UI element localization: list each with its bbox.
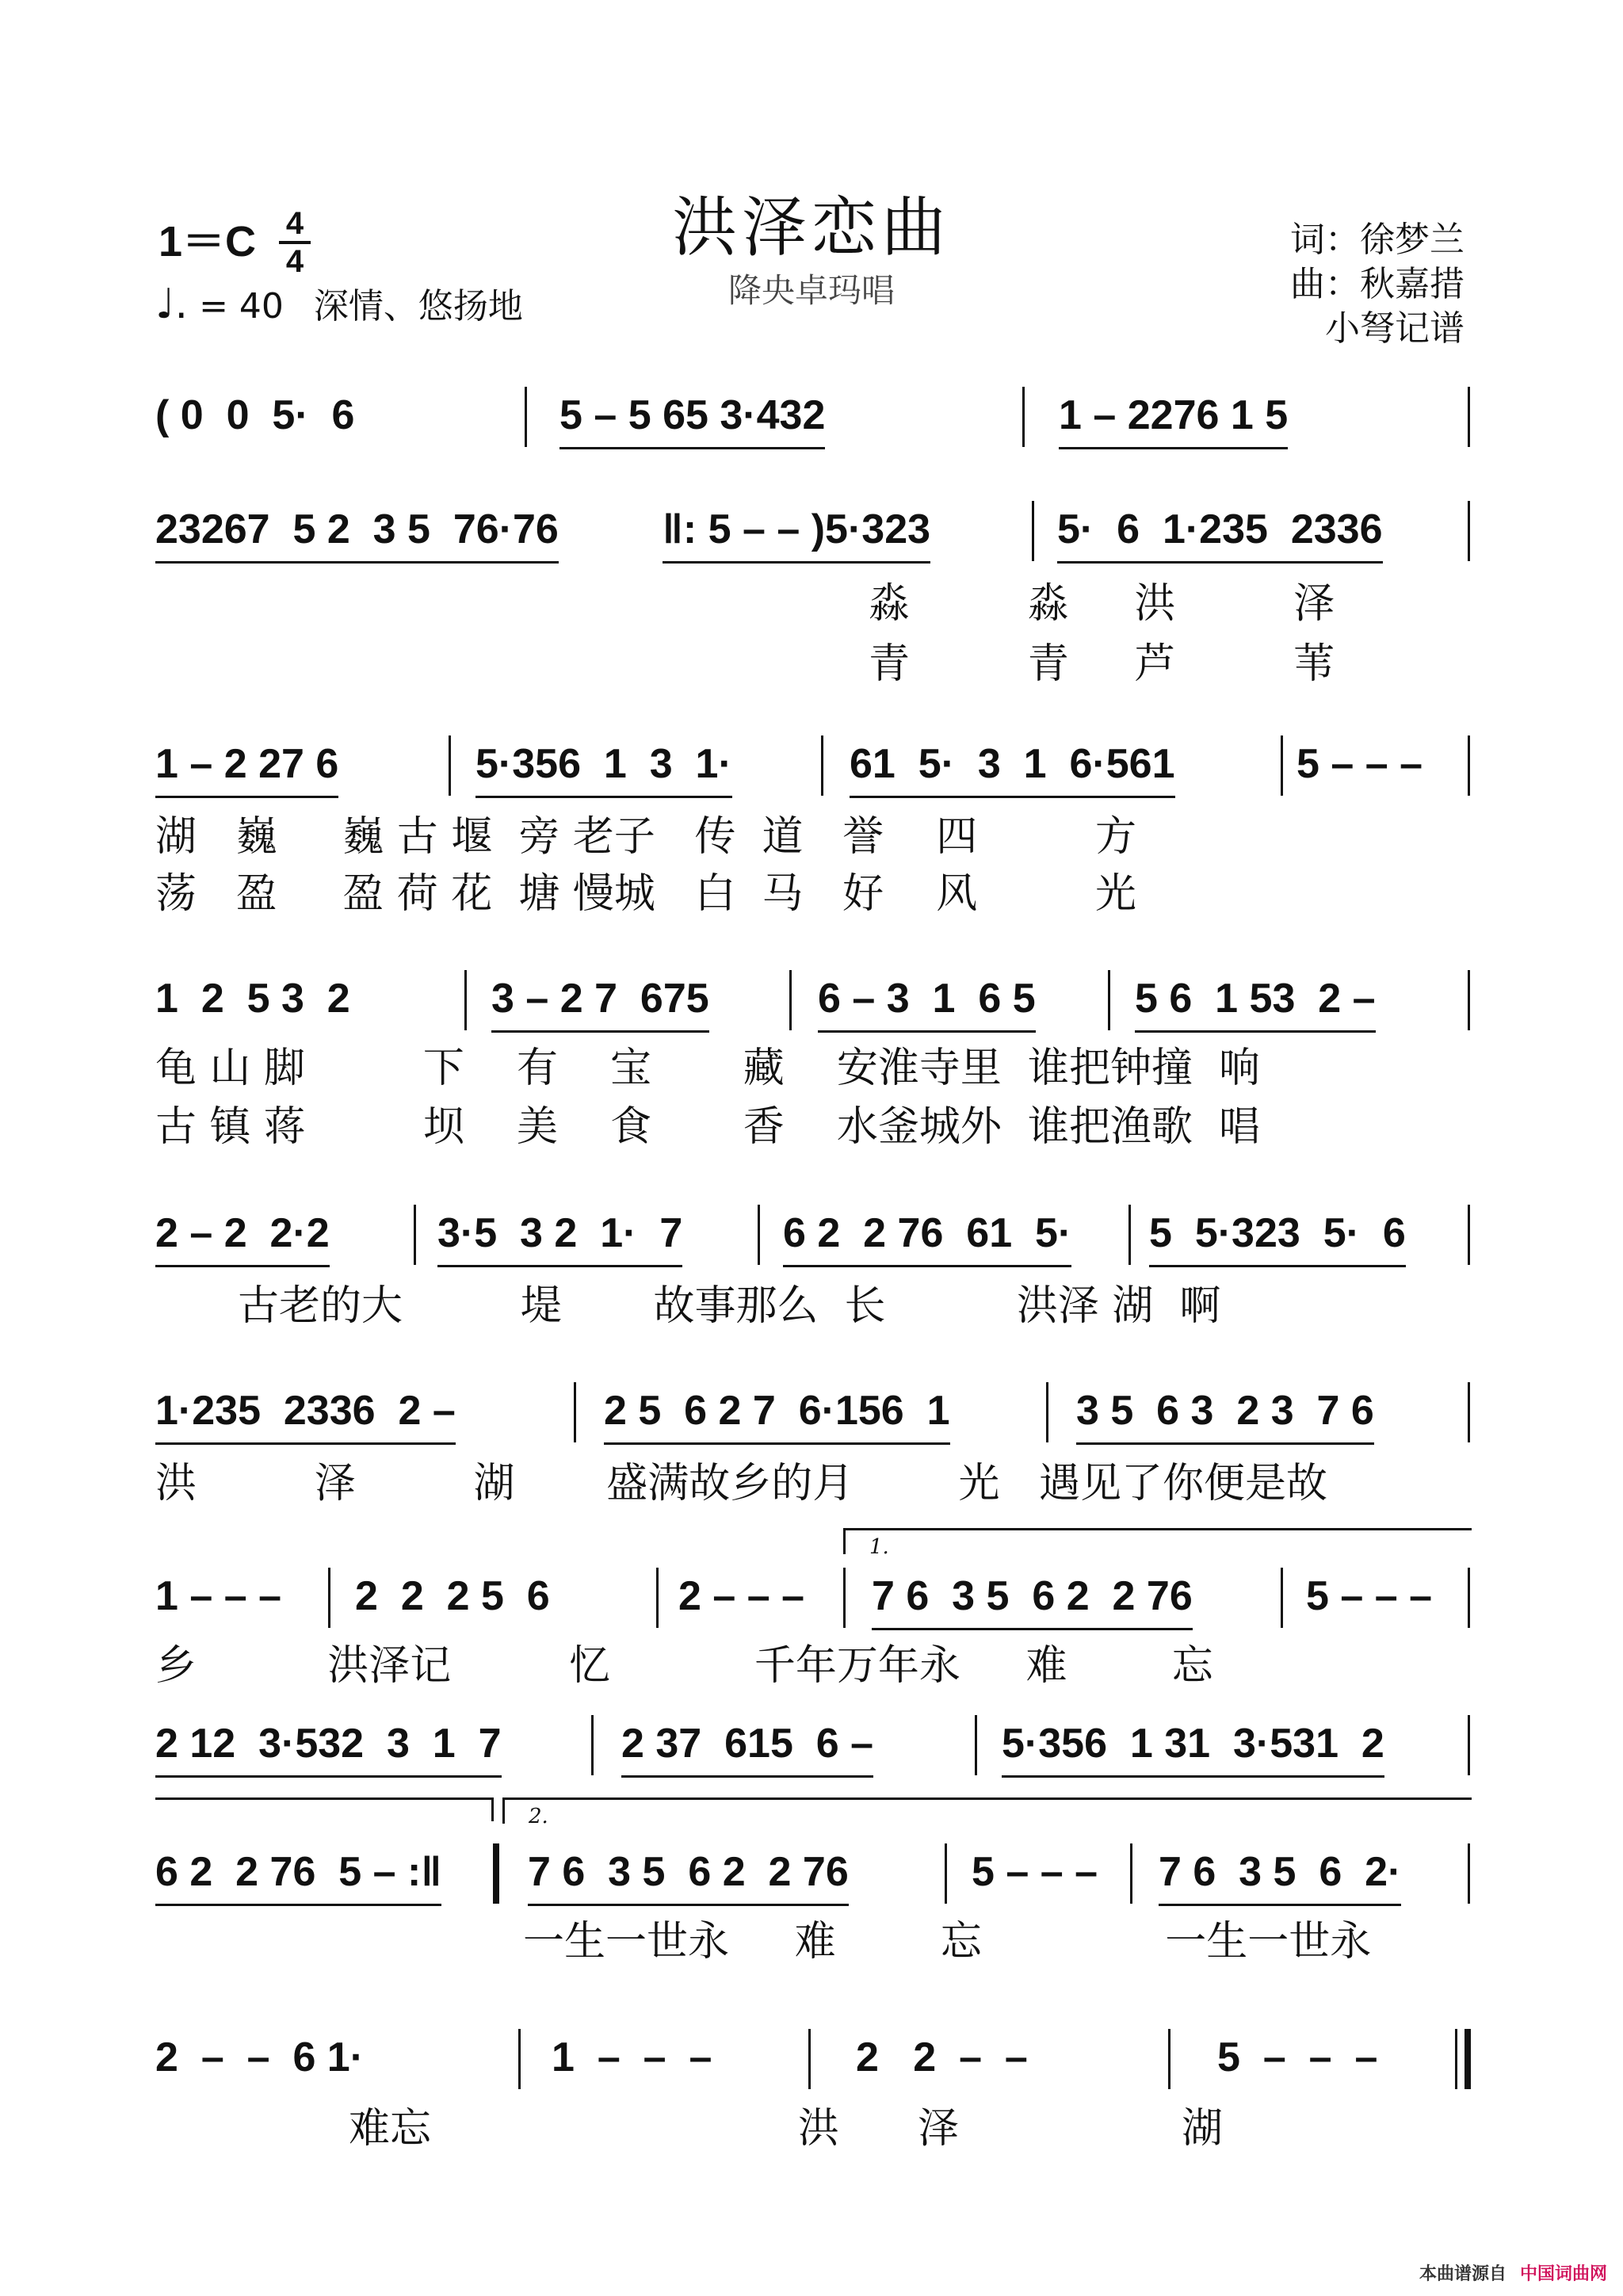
final-barline-thin <box>1455 2029 1457 2089</box>
measure: ( 0 0 5· 6 <box>155 392 355 438</box>
measure: 5·356 1 3 1· <box>475 732 732 798</box>
measure: 2 – – 6 1· <box>155 2034 365 2080</box>
measure: 5 – – – <box>972 1849 1098 1895</box>
singer-credit: 降央卓玛唱 <box>727 271 895 310</box>
barline <box>1468 735 1470 796</box>
barline <box>1468 387 1470 447</box>
lyric-line: 难忘 洪 泽 湖 <box>349 2105 1223 2153</box>
barline <box>1128 1205 1131 1265</box>
lyric-line: 荡 盈 盈 荷 花 塘 慢城 白 马 好 风 光 <box>155 870 1136 918</box>
measure: 5 – – – <box>1296 741 1423 787</box>
measure: 2 2 – – <box>856 2034 1028 2080</box>
measure: 6 – 3 1 6 5 <box>818 967 1036 1033</box>
barline <box>945 1843 947 1904</box>
score-row-3 <box>155 732 1471 796</box>
barline <box>1046 1382 1048 1442</box>
time-signature-top: 4 <box>285 206 304 241</box>
barline <box>1168 2029 1170 2089</box>
measure: 2 37 615 6 – <box>621 1712 873 1778</box>
transcriber-credit: 小弩记谱 <box>1325 308 1465 349</box>
measure: 5 – – – <box>1217 2034 1378 2080</box>
source-label: 本曲谱源自 <box>1419 2264 1507 2284</box>
measure: 5· 6 1·235 2336 <box>1057 498 1383 563</box>
barline <box>821 735 823 796</box>
measure: 7 6 3 5 6 2 2 76 <box>872 1564 1193 1630</box>
volta-bracket-1 <box>843 1528 1472 1559</box>
volta-1-end-hook <box>491 1797 494 1821</box>
barline <box>808 2029 811 2089</box>
measure: 7 6 3 5 6 2 2 76 <box>528 1840 849 1906</box>
barline <box>1468 970 1470 1030</box>
measure: 3 5 6 3 2 3 7 6 <box>1076 1379 1374 1445</box>
score-row-1 <box>155 384 1471 447</box>
barline <box>656 1568 659 1628</box>
tempo-marking <box>155 277 523 328</box>
lyric-line: 洪 泽 湖 盛满故乡的月 光 遇见了你便是故 <box>155 1460 1328 1507</box>
barline <box>789 970 792 1030</box>
measure: 23267 5 2 3 5 76·76 <box>155 498 559 563</box>
score-row-10 <box>155 2026 1471 2089</box>
barline <box>1022 387 1025 447</box>
barline <box>1281 1568 1283 1628</box>
volta-number: 2. <box>529 1805 548 1828</box>
barline <box>591 1715 594 1775</box>
lyric-line: 湖 巍 巍 古 堰 旁 老子 传 道 誉 四 方 <box>155 813 1136 861</box>
page-title: 洪泽恋曲 <box>671 190 951 266</box>
barline <box>464 970 467 1030</box>
measure: 5 – 5 65 3·432 <box>559 384 825 449</box>
barline <box>1468 1568 1470 1628</box>
lyric-line: 乡 洪泽记 忆 千年万年永 难 忘 <box>155 1642 1213 1690</box>
expression-marking: 深情、悠扬地 <box>313 286 523 327</box>
barline <box>1468 1205 1470 1265</box>
barline <box>449 735 451 796</box>
time-signature <box>279 208 311 277</box>
barline <box>1468 1382 1470 1442</box>
score-row-8 <box>155 1712 1471 1775</box>
measure: 5 – – – <box>1306 1573 1433 1619</box>
measure: 2 2 2 5 6 <box>355 1573 550 1619</box>
measure: 1 – 2 27 6 <box>155 732 338 798</box>
measure: 5·356 1 31 3·531 2 <box>1002 1712 1384 1778</box>
volta-number: 1. <box>869 1535 889 1559</box>
measure: 1 2 5 3 2 <box>155 976 350 1022</box>
time-signature-bottom: 4 <box>285 244 304 279</box>
barline <box>328 1568 330 1628</box>
volta-1-end-line <box>155 1797 493 1800</box>
measure: 2 5 6 2 7 6·156 1 <box>604 1379 950 1445</box>
barline <box>1130 1843 1132 1904</box>
barline <box>843 1568 846 1628</box>
key-signature: 1＝C <box>158 218 257 266</box>
barline <box>975 1715 977 1775</box>
score-row-6 <box>155 1379 1471 1442</box>
lyric-line: 淼 淼 洪 泽 <box>869 580 1335 628</box>
dotted-quarter-note-icon: ♩. <box>155 281 189 328</box>
measure: 5 5·323 5· 6 <box>1149 1201 1406 1267</box>
site-name: 中国词曲网 <box>1519 2264 1607 2284</box>
barline <box>1468 1843 1470 1904</box>
composer-credit: 曲：秋嘉措 <box>1290 264 1465 304</box>
tempo-value: = 40 <box>199 286 284 327</box>
measure: 2 – – – <box>678 1573 805 1619</box>
barline <box>1281 735 1283 796</box>
barline <box>525 387 527 447</box>
lyric-line: 古老的大 堤 故事那么 长 洪泽 湖 啊 <box>238 1282 1221 1330</box>
final-barline-thick <box>1465 2029 1471 2089</box>
barline <box>1108 970 1110 1030</box>
measure: 3 – 2 7 675 <box>491 967 709 1033</box>
measure: 7 6 3 5 6 2· <box>1159 1840 1401 1906</box>
measure: 2 – 2 2·2 <box>155 1201 330 1267</box>
measure: 1 – – – <box>155 1573 282 1619</box>
measure: 1 – – – <box>552 2034 712 2080</box>
volta-bracket-2 <box>502 1797 1472 1828</box>
measure: 6 2 2 76 5 – :‖ <box>155 1840 441 1906</box>
barline <box>1032 501 1034 561</box>
score-row-7 <box>155 1564 1471 1628</box>
measure: 6 2 2 76 61 5· <box>783 1201 1071 1267</box>
measure: 1 – 2276 1 5 <box>1059 384 1288 449</box>
score-row-4 <box>155 967 1471 1030</box>
lyric-line: 龟 山 脚 下 有 宝 藏 安淮寺里 谁把钟撞 响 <box>155 1045 1260 1092</box>
lyric-line: 一生一世永 难 忘 一生一世永 <box>523 1918 1372 1966</box>
repeat-end-barline <box>493 1843 499 1904</box>
barline <box>758 1205 760 1265</box>
barline <box>1468 501 1470 561</box>
measure: 1·235 2336 2 – <box>155 1379 456 1445</box>
barline <box>1468 1715 1470 1775</box>
lyricist-credit: 词：徐梦兰 <box>1290 220 1465 260</box>
measure: 2 12 3·532 3 1 7 <box>155 1712 502 1778</box>
measure: 61 5· 3 1 6·561 <box>850 732 1175 798</box>
score-row-5 <box>155 1201 1471 1265</box>
measure: ‖: 5 – – )5·323 <box>663 498 930 563</box>
lyric-line: 青 青 芦 苇 <box>869 640 1335 688</box>
barline <box>574 1382 576 1442</box>
footer-watermark <box>1419 2260 1607 2285</box>
score-row-9 <box>155 1840 1471 1904</box>
measure: 5 6 1 53 2 – <box>1135 967 1376 1033</box>
score-row-2 <box>155 498 1471 561</box>
barline <box>518 2029 521 2089</box>
barline <box>414 1205 416 1265</box>
lyric-line: 古 镇 蒋 坝 美 食 香 水釜城外 谁把渔歌 唱 <box>155 1103 1260 1151</box>
measure: 3·5 3 2 1· 7 <box>437 1201 682 1267</box>
